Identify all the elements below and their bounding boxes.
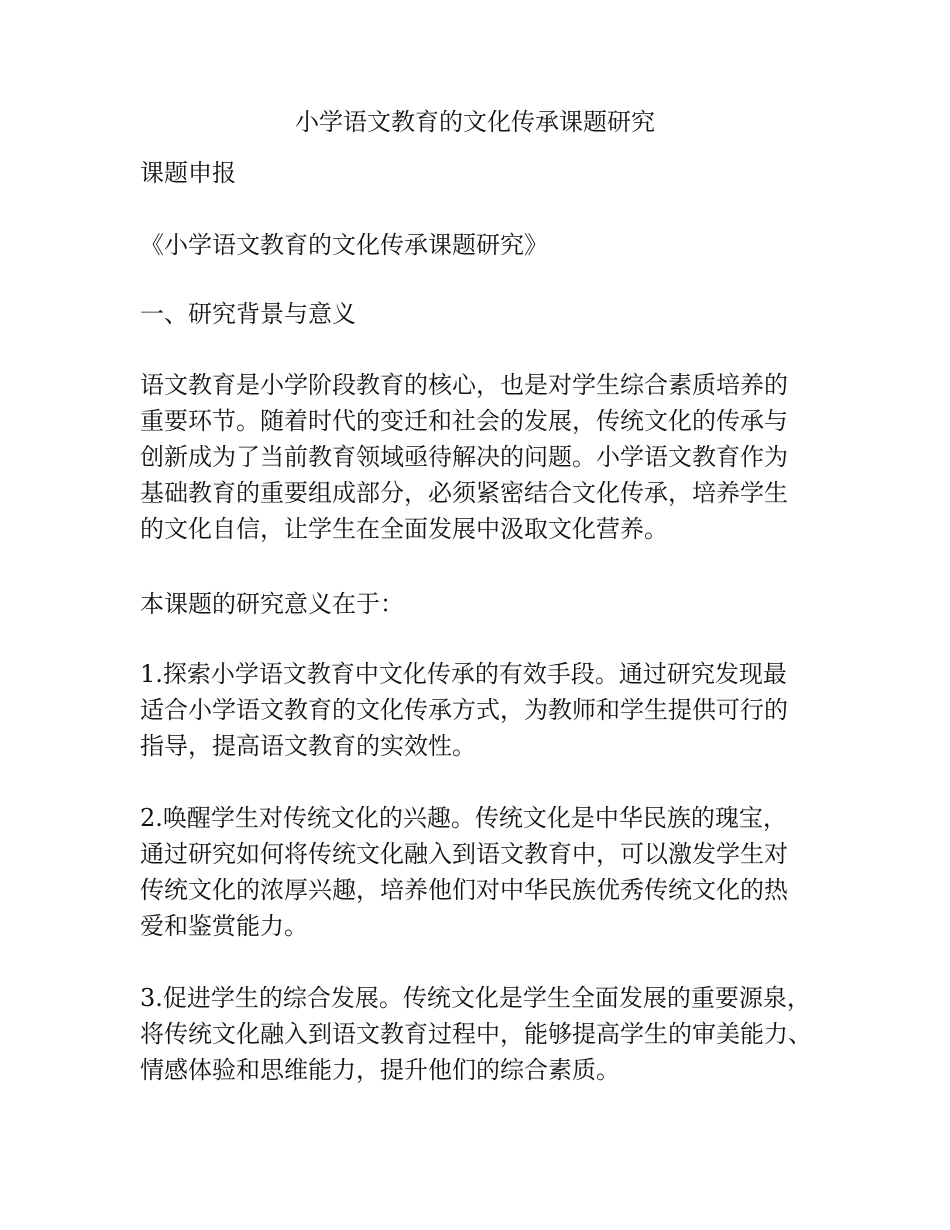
subtitle: 课题申报 <box>140 159 236 187</box>
paragraph-line: 1.探索小学语文教育中文化传承的有效手段。通过研究发现最 <box>140 660 787 688</box>
book-title: 《小学语文教育的文化传承课题研究》 <box>140 231 548 259</box>
paragraph-line: 的文化自信，让学生在全面发展中汲取文化营养。 <box>140 515 668 543</box>
point-3 <box>140 980 840 1088</box>
paragraph-line: 爱和鉴赏能力。 <box>140 912 308 940</box>
paragraph-line: 2.唤醒学生对传统文化的兴趣。传统文化是中华民族的瑰宝， <box>140 804 787 832</box>
paragraph-line: 3.促进学生的综合发展。传统文化是学生全面发展的重要源泉， <box>140 984 811 1012</box>
paragraph-line: 情感体验和思维能力，提升他们的综合素质。 <box>140 1056 620 1084</box>
paragraph-line: 语文教育是小学阶段教育的核心，也是对学生综合素质培养的 <box>140 371 788 399</box>
section-heading: 一、研究背景与意义 <box>140 300 356 328</box>
page-title: 小学语文教育的文化传承课题研究 <box>295 108 655 136</box>
point-2 <box>140 800 840 944</box>
paragraph-line: 重要环节。随着时代的变迁和社会的发展，传统文化的传承与 <box>140 407 788 435</box>
paragraph-line: 适合小学语文教育的文化传承方式，为教师和学生提供可行的 <box>140 696 788 724</box>
paragraph-line: 指导，提高语文教育的实效性。 <box>140 732 476 760</box>
paragraph-line: 通过研究如何将传统文化融入到语文教育中，可以激发学生对 <box>140 840 788 868</box>
paragraph-line: 基础教育的重要组成部分，必须紧密结合文化传承，培养学生 <box>140 479 788 507</box>
paragraph-line: 传统文化的浓厚兴趣，培养他们对中华民族优秀传统文化的热 <box>140 876 788 904</box>
background-paragraph <box>140 367 840 547</box>
significance-intro: 本课题的研究意义在于： <box>140 590 404 618</box>
paragraph-line: 创新成为了当前教育领域亟待解决的问题。小学语文教育作为 <box>140 443 788 471</box>
point-1 <box>140 656 840 764</box>
paragraph-line: 将传统文化融入到语文教育过程中，能够提高学生的审美能力、 <box>140 1020 812 1048</box>
